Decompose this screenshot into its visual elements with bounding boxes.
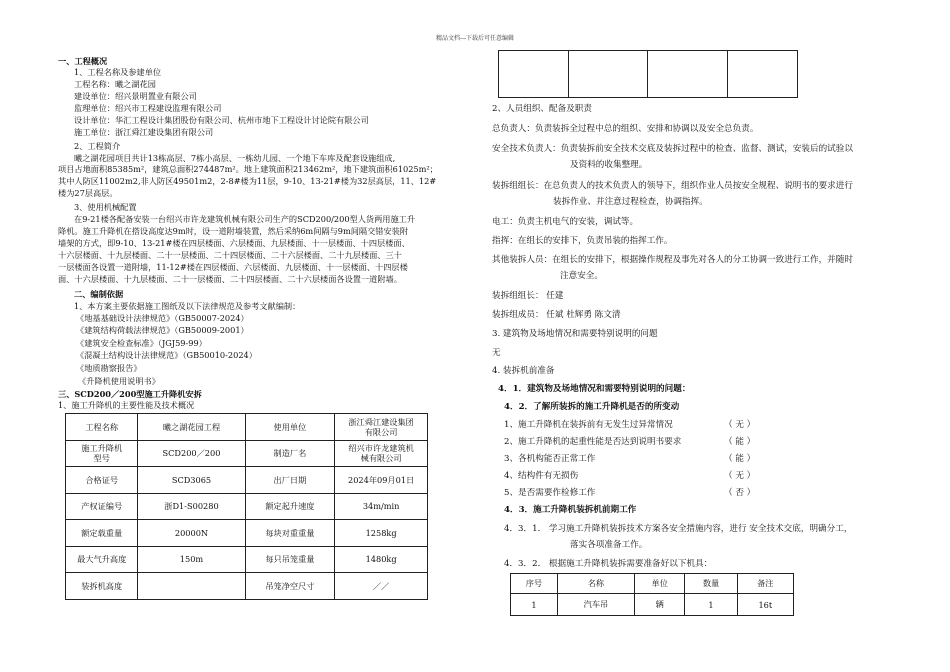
prep-heading: 4. 装拆机前准备 — [492, 366, 555, 376]
spec-value: 20000N — [138, 520, 245, 547]
check-answer: （ 无 ） — [724, 420, 756, 430]
mech-line: 在9-21楼各配备安装一台绍兴市许龙建筑机械有限公司生产的SCD200/200型人货两用施工升 — [74, 214, 416, 224]
check-answer: （ 无 ） — [724, 471, 756, 481]
col-header: 单位 — [634, 574, 684, 594]
table-cell: 1 — [511, 594, 558, 616]
col-header: 名称 — [557, 574, 634, 594]
builder-unit: 建设单位：绍兴景明置业有限公司 — [74, 91, 197, 101]
spec-label: 合格证号 — [66, 467, 138, 494]
check-question: 3、各机构能否正常工作 — [504, 454, 596, 464]
reference-item: 《建筑安全检查标准》（JGJ59-99） — [76, 338, 207, 348]
check-question: 2、施工升降机的起重性能是否达到说明书要求 — [504, 437, 682, 447]
spec-label: 最大气升高度 — [66, 546, 138, 573]
table-cell — [499, 51, 569, 98]
section-2-title: 二、编制依据 — [74, 289, 124, 299]
others-duty: 其他装拆人员：在组长的安排下，根据操作规程及事先对各人的分工协调一致进行工作，并随时 — [492, 255, 853, 265]
table-row — [66, 573, 428, 600]
table-cell — [569, 51, 648, 98]
tools-table — [510, 573, 794, 616]
table-row — [66, 520, 428, 547]
reference-item: 《混凝土结构设计法律规范》（GB50010-2024） — [76, 350, 257, 360]
constructor-unit: 施工单位：浙江舜江建设集团有限公司 — [74, 127, 214, 137]
mech-line: 墙架的方式，即9-10、13-21#楼在四层楼面、六层楼面、九层楼面、十一层楼面、十四层楼面、 — [58, 238, 410, 248]
table-row — [66, 414, 428, 441]
spec-label: 每只吊笼重量 — [245, 546, 335, 573]
site-heading: 3. 建筑物及场地情况和需要特别说明的问题 — [492, 329, 658, 339]
spec-label: 每块对重重量 — [245, 520, 335, 547]
table-row — [499, 51, 798, 98]
table-row — [511, 594, 794, 616]
check-answer: （ 能 ） — [724, 437, 756, 447]
reference-item: 《地基基础设计法律规范》（GB50007-2024） — [76, 313, 249, 323]
spec-value — [138, 573, 245, 600]
spec-value: ／／ — [335, 573, 428, 600]
elevator-spec-table — [65, 413, 428, 600]
intro-line: 楼为27层高层。 — [58, 188, 118, 198]
spec-value: 绍兴市许龙建筑机 械有限公司 — [335, 440, 428, 467]
spec-label: 制造厂名 — [245, 440, 335, 467]
spec-label: 出厂日期 — [245, 467, 335, 494]
subsection-3-1: 1、施工升降机的主要性能及技术概况 — [58, 400, 195, 410]
spec-value: 150m — [138, 546, 245, 573]
project-name: 工程名称：曦之湖花园 — [74, 79, 156, 89]
col-header: 备注 — [737, 574, 793, 594]
members: 装拆组成员： 任斌 杜辉勇 陈文清 — [492, 310, 621, 320]
table-row — [66, 440, 428, 467]
intro-line: 其中人防区11002m2,非人防区49501m2，2-8#楼为11层，9-10、13-21#楼为32层高层，11、12# — [58, 176, 437, 186]
prep-4-3-1: 4．3．1． 学习施工升降机装拆技术方案各安全措施内容，进行 安全技术交底，明确分工， — [504, 524, 853, 534]
spec-label: 额定起升速度 — [245, 493, 335, 520]
table-cell — [648, 51, 727, 98]
spec-value: 1480kg — [335, 546, 428, 573]
subsection-1-3: 3、使用机械配置 — [74, 202, 137, 212]
leader-name: 装拆组组长： 任建 — [492, 291, 564, 301]
section-1-title: 一、工程概况 — [58, 56, 108, 66]
check-question: 1、施工升降机在装拆前有无发生过异常情况 — [504, 420, 673, 430]
safety-duty: 安全技术负责人：负责装拆前安全技术交底及装拆过程中的检查、监督、测试，安装后的试验以 — [492, 144, 853, 154]
table-cell — [727, 51, 797, 98]
supervisor-unit: 监理单位：绍兴市工程建设监理有限公司 — [74, 103, 222, 113]
subsection-1-2: 2、工程简介 — [74, 141, 121, 151]
site-none: 无 — [492, 348, 501, 358]
chief-duty: 总负责人：负责装拆全过程中总的组织、安排和协调以及安全总负责。 — [492, 124, 759, 134]
mech-line: 降机。施工升降机在搭设高度达9m时，设一道附墙装置，然后采纳6m间隔与9m间隔交错安装附 — [58, 226, 409, 236]
check-question: 4、结构件有无损伤 — [504, 471, 579, 481]
spec-label: 工程名称 — [66, 414, 138, 441]
tools-header-row — [511, 574, 794, 594]
continued-table — [498, 50, 798, 98]
safety-duty-cont: 及资料的收集整理。 — [570, 160, 648, 170]
intro-line: 项目占地面积85385m²，建筑总面积274487m²。地上建筑面积213462m²，地下建筑面积61025m²； — [58, 164, 438, 174]
spec-label: 产权证编号 — [66, 493, 138, 520]
spec-value: 浙D1-S00280 — [138, 493, 245, 520]
table-cell: 16t — [737, 594, 793, 616]
table-row — [66, 493, 428, 520]
table-row — [66, 546, 428, 573]
col-header: 数量 — [685, 574, 737, 594]
spec-label: 吊笼净空尺寸 — [245, 573, 335, 600]
section-3-title: 三、SCD200／200型施工升降机安拆 — [58, 389, 202, 399]
reference-item: 《建筑结构荷载法律规范》（GB50009-2001） — [76, 325, 249, 335]
check-answer: （ 能 ） — [724, 454, 756, 464]
mech-line: 一层楼面各设置一道附墙，11-12#楼在四层楼面、六层楼面、九层楼面、十一层楼面、十四层楼 — [58, 262, 408, 272]
reference-item: 《升降机使用说明书》 — [78, 376, 160, 386]
electrician-duty: 电工：负责主机电气的安装，调试等。 — [492, 217, 639, 227]
table-cell: 汽车吊 — [557, 594, 634, 616]
spec-value: SCD200／200 — [138, 440, 245, 467]
check-question: 5、是否需要作检修工作 — [504, 488, 596, 498]
others-duty-cont: 注意安全。 — [560, 271, 603, 281]
spec-label: 施工升降机 型号 — [66, 440, 138, 467]
page-header: 精品文档---下载后可任意编辑 — [435, 35, 515, 42]
prep-4-2: 4．2．了解所装拆的施工升降机是否的所变动 — [504, 402, 680, 412]
mech-line: 十六层楼面、十九层楼面、二十一层楼面、二十四层楼面、二十六层楼面、二十九层楼面、三十 — [58, 250, 402, 260]
spec-value: 1258kg — [335, 520, 428, 547]
table-row — [66, 467, 428, 494]
col-header: 序号 — [511, 574, 558, 594]
section-2-intro: 1、本方案主要依据施工图纸及以下法律规范及参考文献编制： — [74, 301, 301, 311]
leader-duty-cont: 装拆作业、并注意过程检查，协调指挥。 — [553, 197, 708, 207]
spec-value: 34m/min — [335, 493, 428, 520]
spec-label: 额定载重量 — [66, 520, 138, 547]
prep-4-3: 4．3．施工升降机装拆机前期工作 — [504, 505, 637, 515]
intro-line: 曦之湖花园项目共计13栋高层、7栋小高层、一栋幼儿园、一个地下车库及配套设施组成, — [74, 153, 396, 163]
mech-line: 面、十六层楼面、十九层楼面、二十一层楼面、二十四层楼面、二十六层楼面各设置一道附墙。 — [58, 274, 402, 284]
designer-unit: 设计单位：华汇工程设计集团股份有限公司、杭州市地下工程设计讨论院有限公司 — [74, 115, 369, 125]
table-cell: 1 — [685, 594, 737, 616]
prep-4-1: 4．1．建筑物及场地情况和需要特别说明的问题： — [498, 384, 691, 394]
spec-value: 2024年09月01日 — [335, 467, 428, 494]
table-cell: 辆 — [634, 594, 684, 616]
spec-value: SCD3065 — [138, 467, 245, 494]
subsection-1-1: 1、工程名称及参建单位 — [74, 67, 162, 77]
spec-value: 浙江舜江建设集团 有限公司 — [335, 414, 428, 441]
spec-label: 装拆机高度 — [66, 573, 138, 600]
leader-duty: 装拆组组长：在总负责人的技术负责人的领导下，组织作业人员按安全规程、说明书的要求进行 — [492, 181, 853, 191]
spec-value: 曦之湖花园工程 — [138, 414, 245, 441]
spec-label: 使用单位 — [245, 414, 335, 441]
signal-duty: 指挥：在组长的安排下，负责吊装的指挥工作。 — [492, 236, 673, 246]
prep-4-3-1-cont: 落实各项准备工作。 — [570, 540, 648, 550]
check-answer: （ 否 ） — [724, 488, 756, 498]
prep-4-3-2: 4．3．2． 根据施工升降机装拆需要准备好以下机具： — [504, 559, 713, 569]
personnel-heading: 2、人员组织、配备及职责 — [492, 104, 592, 114]
reference-item: 《地质勘察报告》 — [76, 363, 142, 373]
